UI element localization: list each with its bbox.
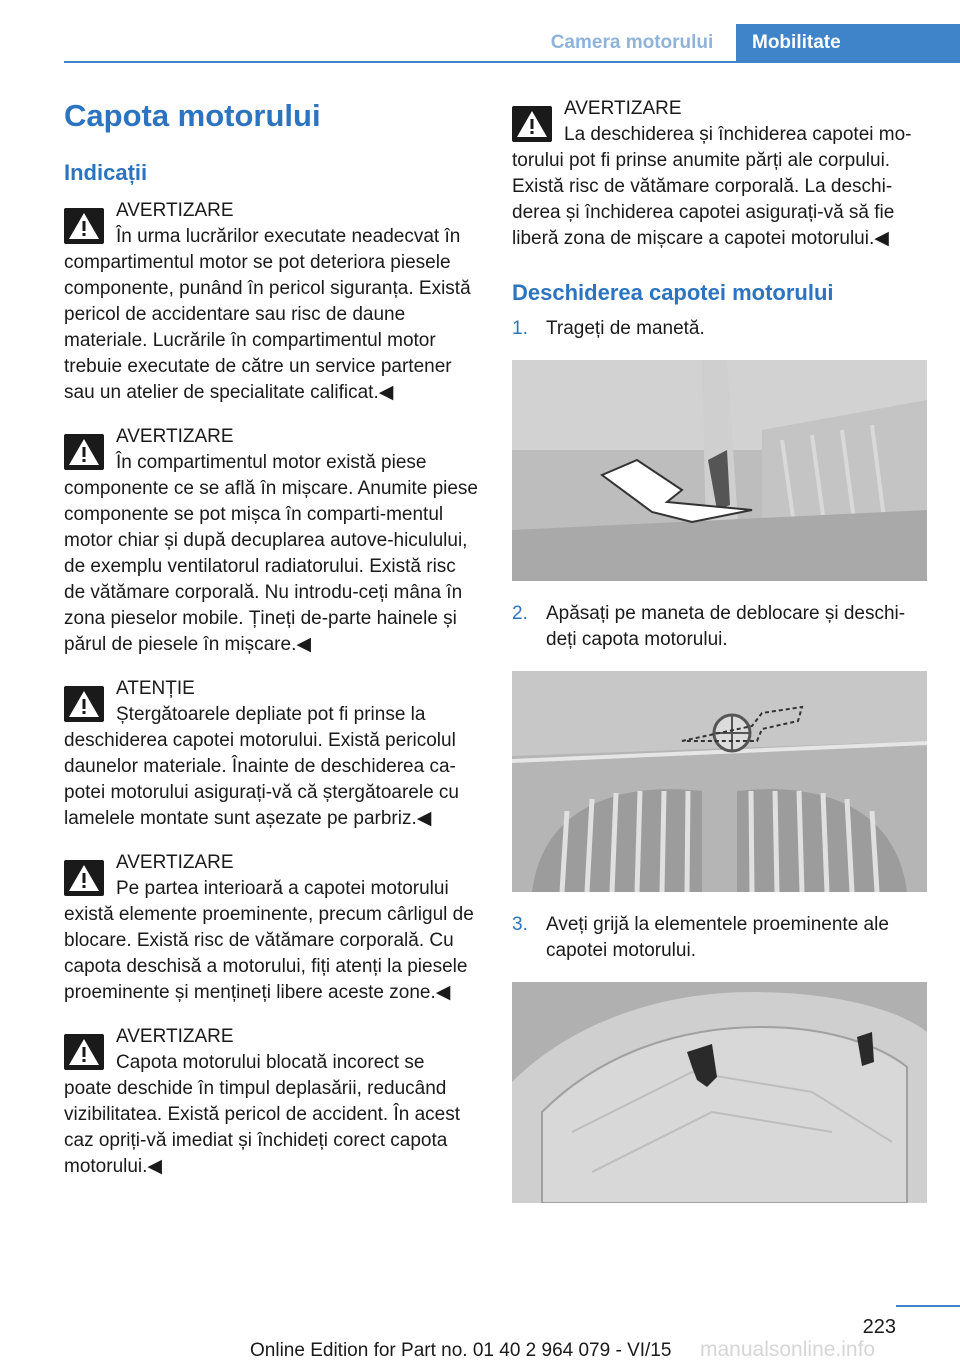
header-rule <box>64 61 960 63</box>
caution-block <box>64 676 478 832</box>
warning-title: AVERTIZARE <box>564 98 682 119</box>
warning-triangle-icon <box>64 208 104 244</box>
hood-latch-grille-image <box>512 671 927 892</box>
warning-block <box>64 424 478 658</box>
warning-block <box>512 96 926 252</box>
warning-text: În compartimentul motor există piese componente ce se află în mișcare. Anumite piese componente se pot mișca în comparti‐mentul motor chiar și după decuplarea autove‐hiculului, de exemplu ventilatorul radiatorului. Există risc de vătămare corporală. Nu introdu‐ceți mâna în zona pieselor mobile. Țineți de‐parte hainele și părul de piesele în mișcare.◀ <box>64 452 479 655</box>
warning-triangle-icon <box>64 686 104 722</box>
warning-title: AVERTIZARE <box>116 426 234 447</box>
step-item <box>512 601 926 653</box>
step-item <box>512 912 926 964</box>
step-number: 2. <box>512 603 528 624</box>
step-item <box>512 316 926 342</box>
right-column <box>512 96 926 1203</box>
step-number: 3. <box>512 914 528 935</box>
warning-text: Pe partea interioară a capotei motorului există elemente proeminente, precum cârligul de blocare. Există risc de vătămare corporală. Cu capota deschisă a motorului, fiți atenți la piesele proeminente și mențineți libere aceste zone.◀ <box>64 878 474 1003</box>
warning-block <box>64 1024 478 1180</box>
page-title: Capota motorului <box>64 98 321 133</box>
warning-title: AVERTIZARE <box>116 200 234 221</box>
step-text: Trageți de manetă. <box>546 318 705 339</box>
step-text: Aveți grijă la elementele proeminente ale capotei motorului. <box>546 914 889 961</box>
steps-list <box>512 912 926 964</box>
caution-text: Ștergătoarele depliate pot fi prinse la deschiderea capotei motorului. Există pericolul daunelor materiale. Înainte de deschiderea ca‐potei motorului asigurați-vă că ștergătoarele cu lamelele montate sunt așezate pe parbriz.◀ <box>64 704 459 829</box>
section-tab[interactable]: Mobilitate <box>736 24 960 62</box>
warning-title: AVERTIZARE <box>116 1026 234 1047</box>
chapter-tab[interactable]: Camera motorului <box>528 24 736 62</box>
warning-triangle-icon <box>64 860 104 896</box>
warning-text: Capota motorului blocată incorect se poate deschide în timpul deplasării, reducând vizibilitatea. Există pericol de accident. În acest caz opriți-vă imediat și închideți corect capota motorului.◀ <box>64 1052 461 1177</box>
hood-release-lever-image <box>512 360 927 581</box>
steps-list <box>512 316 926 342</box>
edition-note: Online Edition for Part no. 01 40 2 964 079 - VI/15 <box>250 1340 672 1361</box>
warning-text: În urma lucrărilor executate neadecvat în compartimentul motor se pot deteriora piesele componente, punând în pericol siguranța. Există pericol de accidentare sau risc de daune materiale. Lucrările în compartimentul motor trebuie executate de către un service partener sau un atelier de specialitate calificat.◀ <box>64 226 471 403</box>
page-number: 223 <box>862 1316 896 1338</box>
subtitle-indicatii: Indicații <box>64 160 148 185</box>
hood-underside-image <box>512 982 927 1203</box>
warning-block <box>64 850 478 1006</box>
warning-triangle-icon <box>64 434 104 470</box>
section-heading: Deschiderea capotei motorului <box>512 280 834 305</box>
warning-title: AVERTIZARE <box>116 852 234 873</box>
warning-block <box>64 198 478 406</box>
left-column <box>64 96 478 1180</box>
warning-triangle-icon <box>64 1034 104 1070</box>
steps-list <box>512 601 926 653</box>
header-tabs <box>528 24 960 62</box>
warning-triangle-icon <box>512 106 552 142</box>
watermark: manualsonline.info <box>700 1338 876 1361</box>
step-text: Apăsați pe maneta de deblocare și deschi‐deți capota motorului. <box>546 603 906 650</box>
step-number: 1. <box>512 318 528 339</box>
caution-title: ATENȚIE <box>116 678 195 699</box>
warning-text: La deschiderea și închiderea capotei mo‐ torului pot fi prinse anumite părți ale corpului. Există risc de vătămare corporală. La deschi‐derea și închiderea capotei asigurați-vă să fie liberă zona de mișcare a capotei motorului.◀ <box>512 124 912 249</box>
footer-rule <box>896 1305 960 1307</box>
